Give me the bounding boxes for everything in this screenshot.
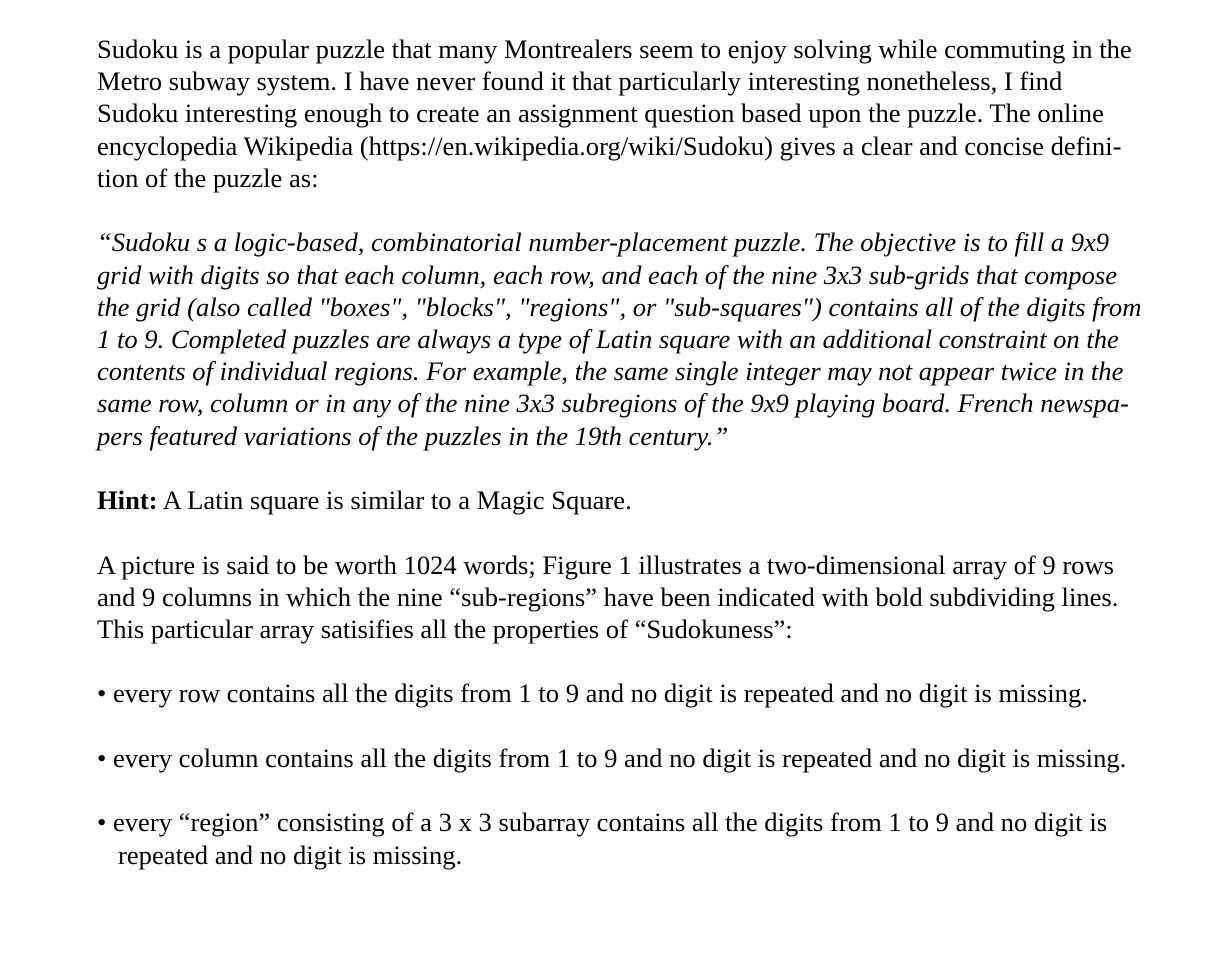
figure-line: This particular array satisifies all the properties of “Sudokuness”:	[97, 613, 793, 644]
paragraph-gap	[97, 710, 1177, 742]
bullet-line: • every row contains all the digits from 1 to 9 and no digit is repeated and no digit is missing.	[97, 678, 1088, 709]
quote-line: contents of individual regions. For example, the same single integer may not appear twice in the	[97, 356, 1124, 387]
bullet-region	[97, 806, 1177, 870]
intro-line: tion of the puzzle as:	[97, 162, 319, 193]
figure-line: and 9 columns in which the nine “sub-regions” have been indicated with bold subdividing lines.	[97, 581, 1119, 612]
intro-line: Sudoku is a popular puzzle that many Montrealers seem to enjoy solving while commuting in the	[97, 34, 1132, 64]
quote-line: the grid (also called "boxes", "blocks", "regions", or "sub-squares") contains all of the digits from	[97, 291, 1142, 322]
bullet-column	[97, 742, 1177, 774]
quote-line: “Sudoku s a logic-based, combinatorial number-placement puzzle. The objective is to fill a 9x9	[97, 227, 1110, 258]
figure-paragraph	[97, 549, 1177, 646]
bullet-line-continuation: repeated and no digit is missing.	[118, 839, 463, 870]
hint-paragraph	[97, 484, 1177, 516]
quote-line: same row, column or in any of the nine 3x3 subregions of the 9x9 playing board. French newspa-	[97, 388, 1129, 419]
quote-line: grid with digits so that each column, each row, and each of the nine 3x3 sub-grids that compose	[97, 259, 1118, 290]
hint-label: Hint:	[97, 485, 158, 516]
intro-line: encyclopedia Wikipedia (https://en.wikipedia.org/wiki/Sudoku) gives a clear and concise defini-	[97, 130, 1122, 161]
bullet-line: • every “region” consisting of a 3 x 3 subarray contains all the digits from 1 to 9 and no digit is	[97, 807, 1108, 838]
paragraph-gap	[97, 516, 1177, 548]
bullet-line: • every column contains all the digits from 1 to 9 and no digit is repeated and no digit is missing.	[97, 742, 1127, 773]
paragraph-gap	[97, 645, 1177, 677]
hint-text: A Latin square is similar to a Magic Square.	[157, 485, 632, 516]
document-page	[97, 33, 1177, 871]
bullet-row	[97, 677, 1177, 709]
quote-line: pers featured variations of the puzzles in the 19th century.”	[97, 420, 729, 451]
wikipedia-quote	[97, 226, 1177, 451]
paragraph-gap	[97, 194, 1177, 226]
paragraph-gap	[97, 774, 1177, 806]
intro-line: Sudoku interesting enough to create an assignment question based upon the puzzle. The online	[97, 98, 1104, 129]
quote-line: 1 to 9. Completed puzzles are always a type of Latin square with an additional constraint on the	[97, 323, 1119, 354]
paragraph-gap	[97, 452, 1177, 484]
intro-line: Metro subway system. I have never found it that particularly interesting nonetheless, I find	[97, 66, 1063, 97]
intro-paragraph	[97, 33, 1177, 194]
figure-line: A picture is said to be worth 1024 words; Figure 1 illustrates a two-dimensional array of 9 rows	[97, 549, 1115, 580]
